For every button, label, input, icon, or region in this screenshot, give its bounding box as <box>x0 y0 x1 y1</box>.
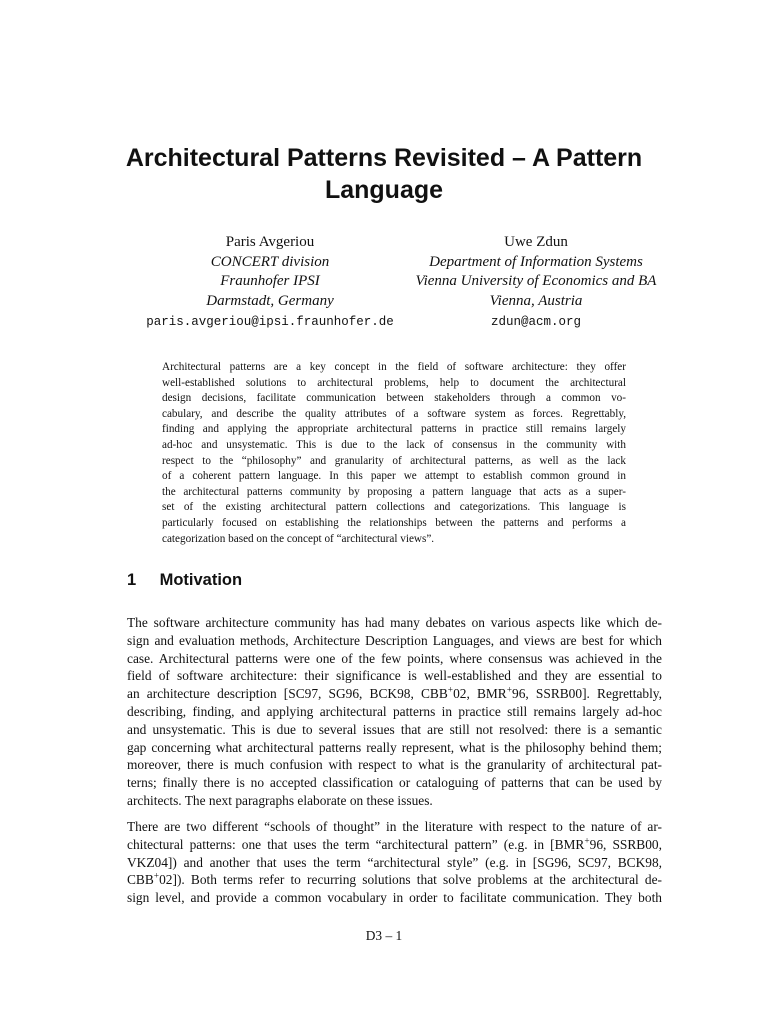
author-affiliation: CONCERT division <box>210 253 330 270</box>
paragraph-line: gap concerning what architectural patterns really represent, what is the philosophy behind them; <box>127 739 662 755</box>
section-number: 1 <box>127 571 137 589</box>
abstract-line: respect to the “philosophy” and granularity of architectural patterns, as well as the lack <box>162 454 626 467</box>
abstract-line: design decisions, facilitate communication between stakeholders through a common vo- <box>162 392 626 405</box>
paragraph-line: chitectural patterns: one that uses the term “architectural pattern” (e.g. in [BMR+96, SSRB00, <box>127 836 662 852</box>
paragraph-line: and unsystematic. This is due to several issues that are still not resolved: there is a semantic <box>127 721 662 737</box>
abstract-line: particularly focused on establishing the relationships between the patterns and performs a <box>162 516 626 529</box>
author-affiliation: Darmstadt, Germany <box>206 292 334 309</box>
paragraph-line: The software architecture community has had many debates on various aspects like which de- <box>127 615 662 630</box>
title-line: Language <box>324 176 444 204</box>
author-name: Paris Avgeriou <box>225 234 315 250</box>
paragraph-line: moreover, there is much confusion with respect to what is the granularity of architectural pat- <box>127 757 662 773</box>
paragraph-line: architects. The next paragraphs elaborate on these issues. <box>127 792 433 808</box>
abstract-line: the architectural patterns community by proposing a pattern language that acts as a super- <box>162 485 626 498</box>
abstract-line: finding and applying the appropriate architectural patterns in practice still remains largely <box>162 423 626 436</box>
abstract-line: of a coherent pattern language. In this paper we attempt to establish common ground in <box>162 470 626 483</box>
author-affiliation: Fraunhofer IPSI <box>220 273 320 289</box>
author-email: paris.avgeriou@ipsi.fraunhofer.de <box>146 315 394 329</box>
abstract <box>162 360 626 547</box>
page-number: D3 – 1 <box>365 928 403 943</box>
paragraph-line: an architecture description [SC97, SG96, BCK98, CBB+02, BMR+96, SSRB00]. Regrettably, <box>127 685 662 702</box>
author-affiliation: Department of Information Systems <box>429 253 643 270</box>
body-paragraph <box>127 614 662 810</box>
paragraph-line: terns; finally there is no accepted classification or cataloguing of patterns that can be used by <box>127 775 662 791</box>
abstract-line: cabulary, and describe the quality attributes of a software system as forces. Regrettably, <box>162 407 626 420</box>
paragraph-line: field of software architecture: their significance is well-established and they are essential to <box>127 668 662 684</box>
title-line: Architectural Patterns Revisited – A Pattern <box>125 144 643 172</box>
author-block <box>130 233 410 333</box>
author-name: Uwe Zdun <box>504 234 568 250</box>
paragraph-line: sign level, and provide a common vocabulary in order to facilitate communication. They both <box>127 890 662 906</box>
abstract-line: ad-hoc and unsystematic. This is due to the lack of consensus in the community with <box>162 438 626 451</box>
author-affiliation: Vienna University of Economics and BA <box>415 273 657 289</box>
paragraph-line: CBB+02]). Both terms refer to recurring solutions that solve problems at the architectural de- <box>127 871 662 888</box>
author-block <box>405 233 667 333</box>
section-title: Motivation <box>159 571 243 589</box>
author-email: zdun@acm.org <box>490 315 581 329</box>
abstract-line: set of the existing architectural pattern collections and categorizations. This language is <box>162 501 626 514</box>
abstract-line: well-established solutions to architectural problems, help to document the architectural <box>162 376 626 389</box>
abstract-line: categorization based on the concept of “architectural views”. <box>162 532 435 545</box>
paragraph-line: case. Architectural patterns were one of the few points, where consensus was achieved in the <box>127 650 662 666</box>
paper-title <box>96 142 672 206</box>
abstract-line: Architectural patterns are a key concept in the field of software architecture: they offer <box>162 361 626 373</box>
author-affiliation: Vienna, Austria <box>489 292 583 309</box>
paragraph-line: sign and evaluation methods, Architecture Description Languages, and views are best for which <box>127 632 662 648</box>
section-heading <box>127 571 242 590</box>
body-paragraph <box>127 818 662 907</box>
paragraph-line: There are two different “schools of thought” in the literature with respect to the nature of ar- <box>127 819 662 834</box>
paragraph-line: describing, finding, and applying architectural patterns in practice still remains largely ad-hoc <box>127 703 662 719</box>
paragraph-line: VKZ04]) and another that uses the term “architectural style” (e.g. in [SG96, SC97, BCK98, <box>127 854 662 870</box>
